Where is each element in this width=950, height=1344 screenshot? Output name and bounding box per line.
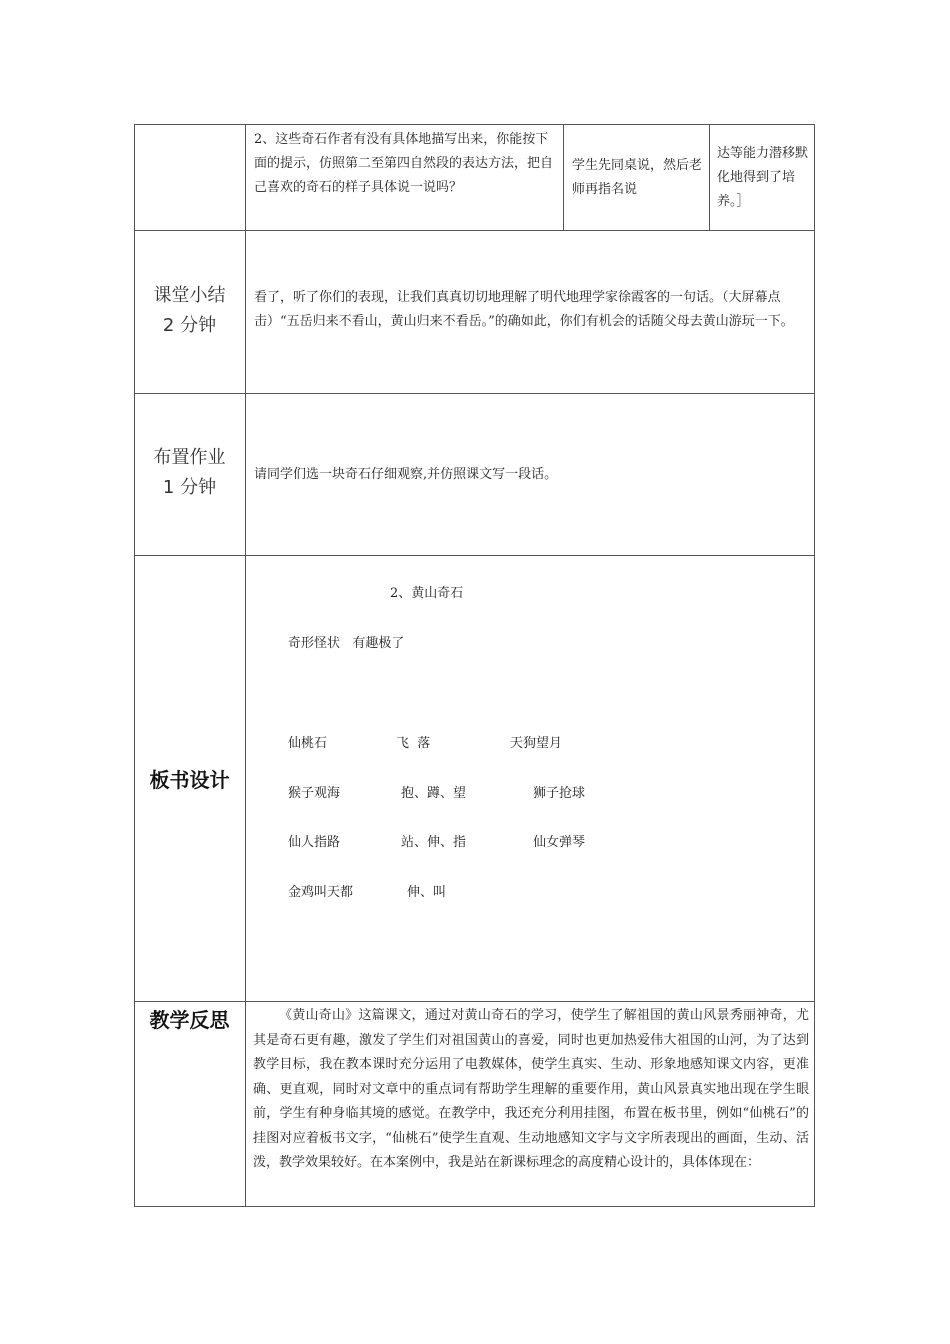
board-stone-name: 猴子观海 (288, 786, 341, 801)
board-design-label: 板书设计 (149, 768, 230, 792)
board-action-words: 伸、叫 (407, 885, 447, 900)
homework-label-duration: 1 分钟 (162, 477, 217, 498)
column-divider (563, 124, 564, 230)
design-intent-text: 达等能力潜移默化地得到了培养。］ (717, 146, 809, 209)
row-divider (134, 555, 815, 556)
board-stone-name: 仙桃石 (288, 736, 328, 751)
board-action-words: 抱、蹲、望 (401, 786, 467, 801)
activity-text: 2、这些奇石作者有没有具体地描写出来，你能按下面的提示，仿照第二至第四自然段的表达方法，把自己喜欢的奇石的样子具体说一说吗？ (254, 132, 554, 195)
row-divider (134, 393, 815, 394)
summary-label (134, 281, 245, 341)
row-divider (134, 1001, 815, 1002)
board-stone-name: 金鸡叫天都 (288, 885, 354, 900)
board-title: 2、黄山奇石 (390, 586, 464, 601)
board-stone-name: 仙人指路 (288, 835, 341, 850)
homework-label-title: 布置作业 (153, 447, 226, 468)
board-stone-name: 天狗望月 (510, 736, 563, 751)
row-divider (134, 230, 815, 231)
reflection-text: 《黄山奇山》这篇课文，通过对黄山奇石的学习，使学生了解祖国的黄山风景秀丽神奇，尤其是奇石更有趣，激发了学生们对祖国黄山的喜爱，同时也更加热爱伟大祖国的山河，为了达到教学目标，我在教本课时充分运用了电教媒体，使学生真实、生动、形象地感知课文内容，更准确、更直观，同时对文章中的重点词有帮助学生理解的重要作用，黄山风景真实地出现在学生眼前，学生有种身临其境的感觉。在教学中，我还充分利用挂图，布置在板书里，例如“仙桃石”的挂图对应着板书文字，“仙桃石”使学生直观、生动地感知文字与文字所表现出的画面，生动、活泼，教学效果较好。在本案例中，我是站在新课标理念的高度精心设计的，具体体现在： (253, 1008, 809, 1170)
summary-text: 看了，听了你们的表现，让我们真真切切地理解了明代地理学家徐霞客的一句话。（大屏幕点击）“五岳归来不看山，黄山归来不看岳。”的确如此，你们有机会的话随父母去黄山游玩一下。 (254, 290, 794, 329)
board-action-words: 站、伸、指 (401, 835, 467, 850)
summary-label-duration: 2 分钟 (162, 315, 217, 336)
board-action-words: 飞 落 (396, 736, 431, 751)
homework-label (134, 443, 245, 503)
column-divider (709, 124, 710, 230)
student-activity-text: 学生先同桌说，然后老师再指名说 (572, 158, 703, 197)
column-divider (245, 124, 246, 1207)
reflection-label: 教学反思 (149, 1008, 230, 1032)
board-stone-name: 仙女弹琴 (533, 835, 586, 850)
board-subtitle: 奇形怪状 有趣极了 (288, 636, 405, 651)
board-stone-name: 狮子抢球 (533, 786, 586, 801)
summary-label-title: 课堂小结 (153, 285, 226, 306)
homework-text: 请同学们选一块奇石仔细观察,并仿照课文写一段话。 (254, 467, 558, 482)
